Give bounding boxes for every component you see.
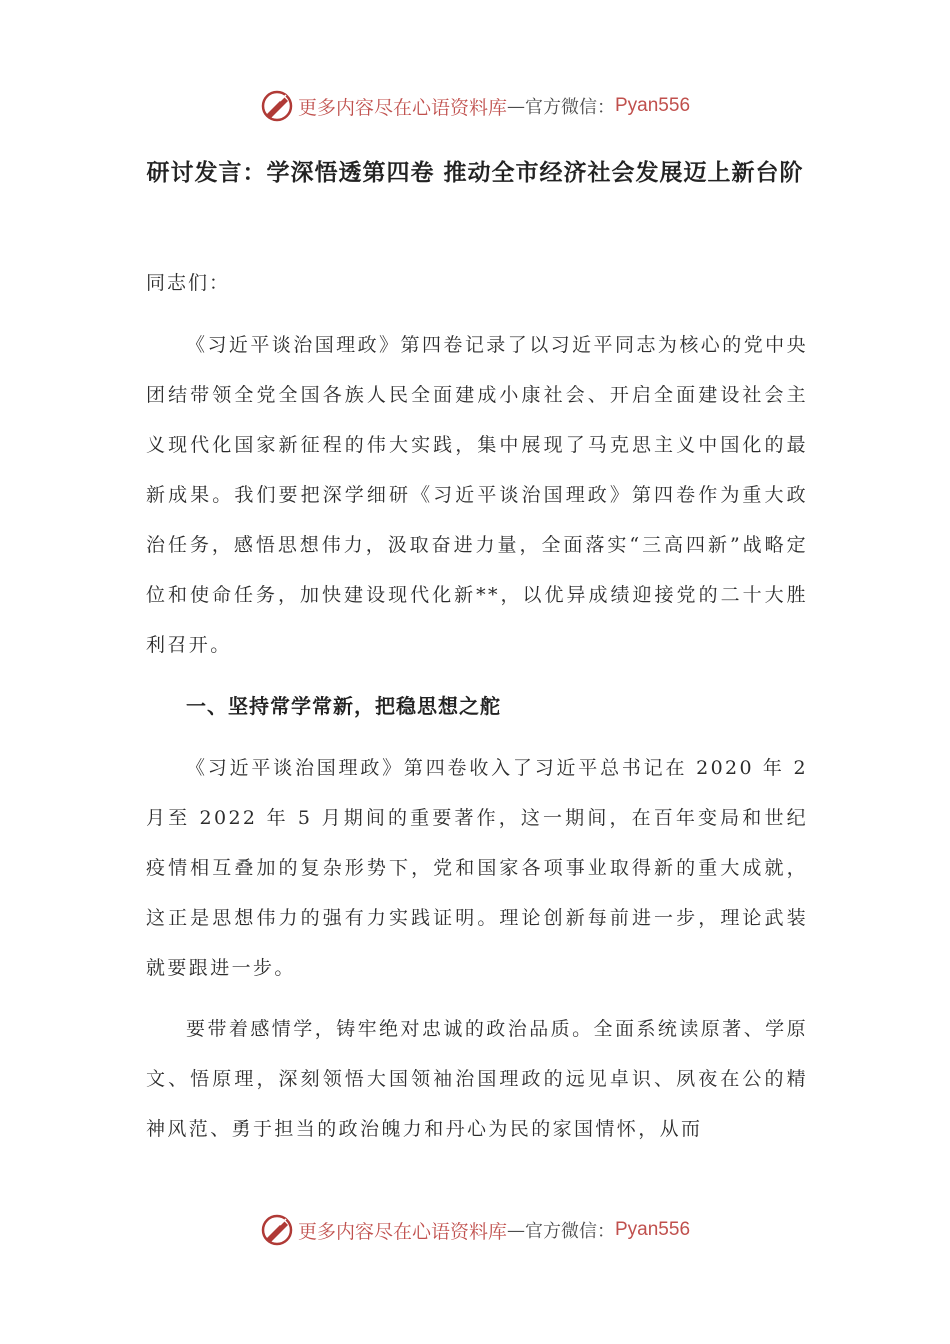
greeting: 同志们： bbox=[146, 272, 231, 294]
pen-logo-icon bbox=[260, 89, 294, 123]
pen-logo-icon bbox=[260, 1213, 294, 1247]
banner-wechat-label: 官方微信： bbox=[525, 97, 615, 118]
section-heading: 一、坚持常学常新，把稳思想之舵 bbox=[186, 694, 501, 718]
paragraph-section-1: 《习近平谈治国理政》第四卷收入了习近平总书记在 2020 年 2 月至 2022 年 5 月期间的重要著作，这一期间，在百年变局和世纪疫情相互叠加的复杂形势下，党和国家各项事业取得新的重大成就，这正是思想伟力的强有力实践证明。理论创新每前进一步，理论武装就要跟进一步。 bbox=[146, 757, 808, 979]
banner-wechat-label: 官方微信： bbox=[525, 1221, 615, 1242]
banner-dash: — bbox=[507, 95, 525, 117]
banner-site-name: 更多内容尽在心语资料库 bbox=[297, 96, 507, 119]
header-banner bbox=[0, 84, 950, 128]
paragraph-intro: 《习近平谈治国理政》第四卷记录了以习近平同志为核心的党中央团结带领全党全国各族人民全面建成小康社会、开启全面建设社会主义现代化国家新征程的伟大实践，集中展现了马克思主义中国化的最新成果。我们要把深学细研《习近平谈治国理政》第四卷作为重大政治任务，感悟思想伟力，汲取奋进力量，全面落实“三高四新”战略定位和使命任务，加快建设现代化新**，以优异成绩迎接党的二十大胜利召开。 bbox=[146, 334, 808, 656]
banner-dash: — bbox=[507, 1219, 525, 1241]
document-title: 研讨发言：学深悟透第四卷 推动全市经济社会发展迈上新台阶 bbox=[146, 160, 804, 186]
banner-wechat-id: Pyan556 bbox=[615, 95, 691, 116]
footer-banner bbox=[0, 1208, 950, 1252]
banner-site-name: 更多内容尽在心语资料库 bbox=[297, 1220, 507, 1243]
banner-wechat-id: Pyan556 bbox=[615, 1219, 691, 1240]
paragraph-section-2: 要带着感情学，铸牢绝对忠诚的政治品质。全面系统读原著、学原文、悟原理，深刻领悟大国领袖治国理政的远见卓识、夙夜在公的精神风范、勇于担当的政治魄力和丹心为民的家国情怀，从而 bbox=[146, 1018, 808, 1140]
